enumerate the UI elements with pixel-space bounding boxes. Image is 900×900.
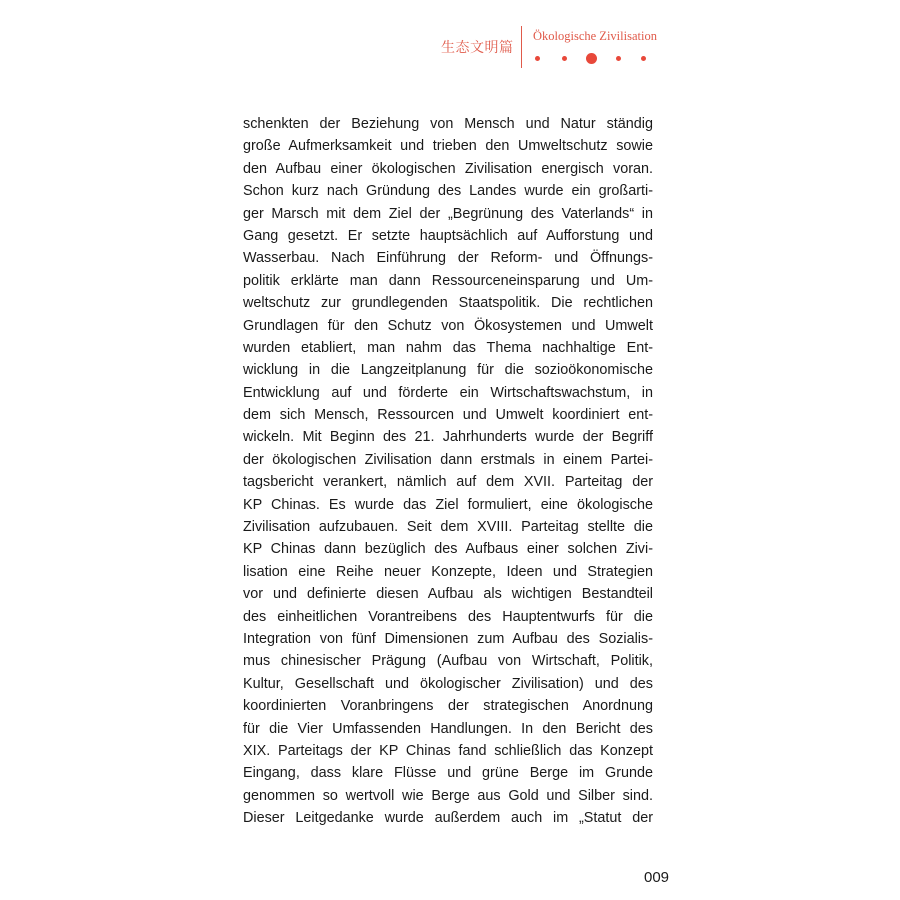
text-line: den Aufbau einer ökologischen Zivilisation energisch voran.	[243, 160, 653, 177]
text-line: Zivilisation aufzubauen. Seit dem XVIII. Parteitag stellte die	[243, 519, 653, 536]
text-line: Schon kurz nach Gründung des Landes wurde ein großarti-	[243, 183, 653, 200]
text-line: tagsbericht verankert, nämlich auf dem XVII. Parteitag der	[243, 474, 653, 491]
text-line: Grundlagen für den Schutz von Ökosystemen und Umwelt	[243, 317, 653, 334]
text-line: Kultur, Gesellschaft und ökologischer Zivilisation) und des	[243, 675, 653, 692]
text-line: des einheitlichen Vorantreibens des Hauptentwurfs für die	[243, 608, 653, 625]
text-line: lisation eine Reihe neuer Konzepte, Ideen und Strategien	[243, 563, 653, 580]
text-line: Wasserbau. Nach Einführung der Reform- und Öffnungs-	[243, 250, 653, 267]
text-line: für die Vier Umfassenden Handlungen. In den Bericht des	[243, 720, 653, 737]
text-line: XIX. Parteitags der KP Chinas fand schließlich das Konzept	[243, 742, 653, 759]
header-divider	[521, 26, 522, 68]
chapter-progress-dots	[534, 51, 646, 65]
text-line: KP Chinas. Es wurde das Ziel formuliert, eine ökologische	[243, 496, 653, 513]
text-line: vor und definierte diesen Aufbau als wichtigen Bestandteil	[243, 586, 653, 603]
progress-dot	[641, 56, 646, 61]
text-line: wurden etabliert, man nahm das Thema nachhaltige Ent-	[243, 339, 653, 356]
progress-dot	[562, 56, 567, 61]
progress-dot	[535, 56, 540, 61]
text-line: Eingang, dass klare Flüsse und grüne Berge im Grunde	[243, 765, 653, 782]
text-line: ger Marsch mit dem Ziel der „Begrünung des Vaterlands“ in	[243, 205, 653, 222]
text-line: wicklung in die Langzeitplanung für die sozioökonomische	[243, 362, 653, 379]
progress-dot-current	[586, 53, 597, 64]
text-line: wickeln. Mit Beginn des 21. Jahrhunderts wurde der Begriff	[243, 429, 653, 446]
text-line: der ökologischen Zivilisation dann erstmals in einem Partei-	[243, 451, 653, 468]
text-line: große Aufmerksamkeit und trieben den Umweltschutz sowie	[243, 138, 653, 155]
text-line: Integration von fünf Dimensionen zum Aufbau des Sozialis-	[243, 630, 653, 647]
text-line: Dieser Leitgedanke wurde außerdem auch im „Statut der	[243, 810, 653, 827]
text-line: weltschutz zur grundlegenden Staatspolitik. Die rechtlichen	[243, 295, 653, 312]
chapter-title-german: Ökologische Zivilisation	[533, 29, 657, 43]
text-line: schenkten der Beziehung von Mensch und Natur ständig	[243, 116, 653, 132]
text-line: genommen so wertvoll wie Berge aus Gold und Silber sind.	[243, 787, 653, 804]
text-line: Entwicklung auf und förderte ein Wirtschaftswachstum, in	[243, 384, 653, 401]
text-line: politik erklärte man dann Ressourceneinsparung und Um-	[243, 272, 653, 289]
page-number: 009	[644, 869, 670, 886]
text-line: dem sich Mensch, Ressourcen und Umwelt koordiniert ent-	[243, 407, 653, 424]
text-line: KP Chinas dann bezüglich des Aufbaus einer solchen Zivi-	[243, 541, 653, 558]
progress-dot	[616, 56, 621, 61]
text-line: koordinierten Voranbringens der strategischen Anordnung	[243, 698, 653, 715]
chapter-title-chinese: 生态文明篇	[441, 40, 514, 56]
body-paragraph	[243, 113, 653, 830]
text-line: Gang gesetzt. Er setzte hauptsächlich auf Aufforstung und	[243, 227, 653, 244]
text-line: mus chinesischer Prägung (Aufbau von Wirtschaft, Politik,	[243, 653, 653, 670]
